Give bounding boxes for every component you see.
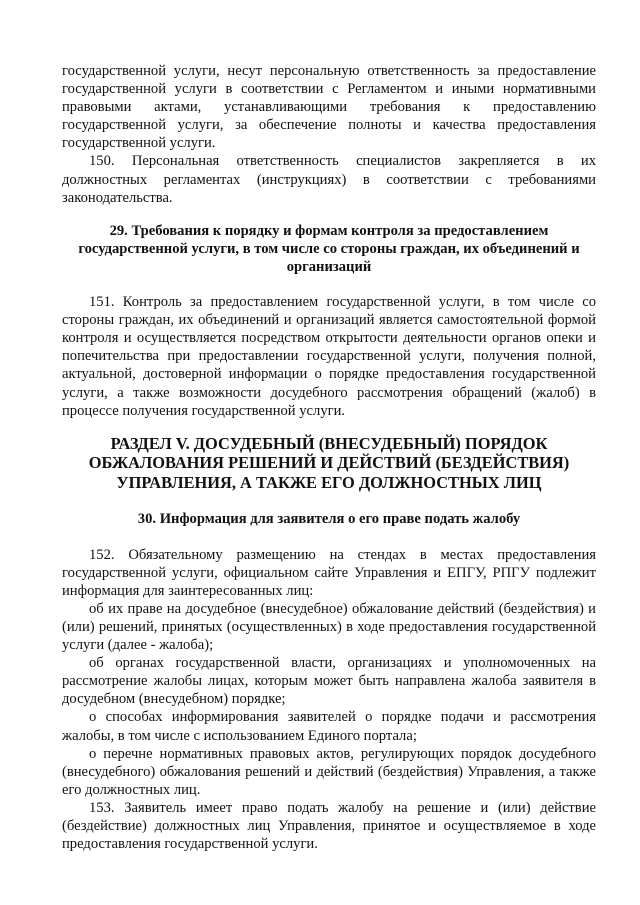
paragraph-149-continuation: государственной услуги, несут персональную ответственность за предоставление государственной услуги в соответствии с Регламентом и иными нормативными правовыми актами, устанавливающими требования к предоставлению государственной услуги, за обеспечение полноты и качества предоставления государственной услуги. [62,63,596,152]
paragraph-150: 150. Персональная ответственность специалистов закрепляется в их должностных регламентах (инструкциях) в соответствии с требованиями законодательства. [62,153,596,206]
heading-section-29: 29. Требования к порядку и формам контроля за предоставлением государственной услуги, в том числе со стороны граждан, их объединений и организаций [78,222,580,275]
paragraph-152: 152. Обязательному размещению на стендах в местах предоставления государственной услуги, официальном сайте Управления и ЕПГУ, РПГУ подлежит информация для заинтересованных лиц: [62,546,596,599]
spacer [62,492,596,510]
spacer [62,420,596,434]
heading-section-30: 30. Информация для заявителя о его праве подать жалобу [137,511,521,528]
spacer [62,207,596,222]
spacer [62,529,596,546]
spacer [62,276,596,293]
paragraph-152-item-appeal-right: об их праве на досудебное (внесудебное) обжалование действий (бездействия) и (или) решений, принятых (осуществленных) в ходе предоставления государственной услуги (далее - жалоба); [62,600,596,654]
paragraph-152-item-authorities: об органах государственной власти, организациях и уполномоченных на рассмотрение жалобы лицах, которым может быть направлена жалоба заявителя в досудебном (внесудебном) порядке; [62,655,596,708]
document-body [62,62,596,853]
paragraph-153: 153. Заявитель имеет право подать жалобу на решение и (или) действие (бездействие) должностных лиц Управления, принятое и осуществляемое в ходе предоставления государственной услуги. [62,799,596,853]
paragraph-151: 151. Контроль за предоставлением государственной услуги, в том числе со стороны граждан, их объединений и организаций является самостоятельной формой контроля и осуществляется посредством открытости деятельности органов опеки и попечительства при предоставлении государственной услуги, получения полной, актуальной, достоверной информации о порядке предоставления государственной услуги, а также возможности досудебного рассмотрения обращений (жалоб) в процессе получения государственной услуги. [62,294,596,419]
section-5-title: РАЗДЕЛ V. ДОСУДЕБНЫЙ (ВНЕСУДЕБНЫЙ) ПОРЯДОК ОБЖАЛОВАНИЯ РЕШЕНИЙ И ДЕЙСТВИЙ (БЕЗДЕЙСТВИЯ) УПРАВЛЕНИЯ, А ТАКЖЕ ЕГО ДОЛЖНОСТНЫХ ЛИЦ [88,433,570,492]
paragraph-152-item-legal-acts: о перечне нормативных правовых актов, регулирующих порядок досудебного (внесудебного) обжалования решений и действий (бездействия) Управления, а также его должностных лиц. [62,745,596,798]
paragraph-152-item-informing: о способах информирования заявителей о порядке подачи и рассмотрения жалобы, в том числе с использованием Единого портала; [62,709,596,744]
